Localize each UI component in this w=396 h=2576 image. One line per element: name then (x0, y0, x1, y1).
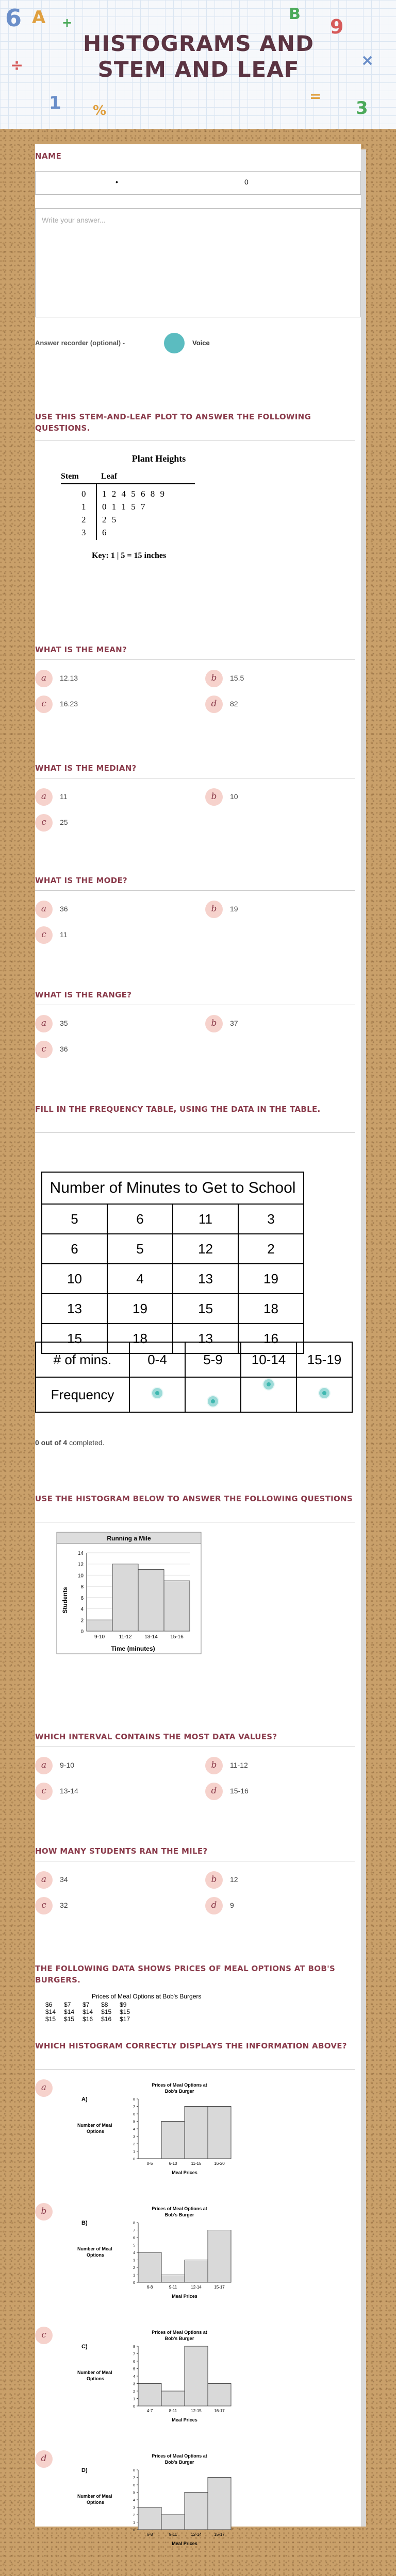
meal-histogram-ylabel: Options (87, 2129, 104, 2134)
y-tick-label: 2 (133, 2266, 135, 2270)
x-axis-label: Time (minutes) (111, 1645, 155, 1652)
option-letter: a (35, 2079, 53, 2097)
option-letter: b (205, 1015, 223, 1032)
mean-question: WHAT IS THE MEAN? (35, 645, 127, 654)
meal-price-cell: $15 (120, 2008, 130, 2015)
option-letter: a (35, 901, 53, 918)
option-letter: a (35, 1757, 53, 1774)
option-text: 25 (60, 818, 68, 826)
meal-prices-table (45, 2001, 138, 2023)
histogram-bar (138, 2252, 161, 2282)
y-tick-label: 1 (133, 2521, 135, 2525)
option-text: 11-12 (230, 1761, 248, 1769)
meal-price-cell: $15 (64, 2015, 75, 2023)
leaf-header: Leaf (101, 472, 118, 481)
y-tick-label: 4 (133, 2499, 135, 2502)
voice-label: Voice (192, 339, 210, 347)
progress-suffix: completed. (67, 1438, 105, 1447)
option-text: 35 (60, 1019, 68, 1027)
option-letter: a (35, 788, 53, 806)
meal-histogram-title: Bob's Burger (164, 2089, 194, 2094)
y-tick-label: 8 (133, 2469, 135, 2472)
x-tick-label: 15-17 (214, 2532, 225, 2537)
students-question: HOW MANY STUDENTS RAN THE MILE? (35, 1846, 208, 1856)
x-tick-label: 15-16 (170, 1634, 184, 1640)
option-letter: d (205, 1897, 223, 1914)
y-tick-label: 3 (133, 2259, 135, 2263)
freq-input-0-4[interactable] (129, 1377, 185, 1412)
meal-price-cell: $6 (45, 2001, 53, 2008)
meal-histogram (77, 2330, 231, 2422)
y-tick-label: 2 (133, 2390, 135, 2394)
stem-leaf-rule (96, 483, 97, 540)
name-field-left: • (116, 178, 118, 186)
number-doodle: 9 (330, 15, 344, 38)
name-label: NAME (35, 151, 62, 161)
minutes-row (42, 1234, 304, 1264)
minutes-cell: 12 (173, 1234, 238, 1264)
meal-histogram-options (66, 2076, 344, 2576)
y-tick-label: 8 (133, 2098, 135, 2102)
meal-price-cell: $14 (45, 2008, 56, 2015)
option-letter: a (35, 670, 53, 687)
option-text: 37 (230, 1019, 238, 1027)
meal-histogram-title: Prices of Meal Options at (152, 2453, 207, 2459)
minutes-table-body (42, 1204, 304, 1353)
meal-histogram-ylabel: Options (87, 2376, 104, 2381)
meal-price-cell: $17 (120, 2015, 130, 2023)
divider (35, 1132, 355, 1133)
minutes-table-title: Number of Minutes to Get to School (42, 1172, 304, 1204)
y-tick-label: 4 (80, 1606, 84, 1613)
divider (35, 2069, 355, 2070)
histogram-bar (185, 2346, 208, 2406)
number-doodle: 6 (5, 4, 22, 32)
stem-value: 0 (81, 489, 86, 499)
voice-record-button[interactable] (164, 333, 185, 353)
option-letter: c (35, 926, 53, 944)
stem-leaf-plot (61, 453, 236, 560)
running-mile-histogram (45, 1528, 205, 1657)
meal-histogram-xlabel: Meal Prices (172, 2294, 197, 2299)
meal-histogram-xlabel: Meal Prices (172, 2417, 197, 2422)
meal-histogram-ylabel: Number of Meal (77, 2370, 112, 2375)
minutes-cell: 5 (107, 1234, 173, 1264)
meal-histogram-ylabel: Options (87, 2252, 104, 2258)
option-text: 16.23 (60, 700, 78, 708)
x-tick-label: 11-12 (119, 1634, 132, 1640)
answer-placeholder: Write your answer... (42, 216, 106, 224)
y-tick-label: 2 (80, 1618, 84, 1624)
header-banner (0, 0, 396, 129)
option-letter: a (35, 1871, 53, 1889)
meal-histogram (77, 2453, 231, 2546)
median-question: WHAT IS THE MEDIAN? (35, 764, 137, 773)
freq-bin: 5-9 (185, 1342, 241, 1377)
x-tick-label: 6-10 (169, 2161, 177, 2166)
y-tick-label: 6 (133, 2360, 135, 2364)
input-hotspot-icon[interactable] (207, 1395, 219, 1408)
y-tick-label: 12 (77, 1562, 84, 1568)
option-text: 9 (230, 1901, 234, 1909)
meal-histogram-ylabel: Number of Meal (77, 2123, 112, 2128)
meal-histogram-title: Bob's Burger (164, 2460, 194, 2465)
minutes-cell: 5 (42, 1204, 107, 1234)
y-tick-label: 8 (80, 1584, 84, 1590)
letter-doodle: A (32, 7, 46, 28)
histogram-bar (161, 2515, 185, 2530)
minutes-row (42, 1294, 304, 1324)
minutes-row (42, 1264, 304, 1294)
minutes-table (41, 1172, 304, 1354)
card-shadow (361, 149, 366, 2527)
meal-prices-row (45, 2001, 138, 2008)
y-tick-label: 4 (133, 2251, 135, 2255)
option-text: 12 (230, 1875, 238, 1884)
input-hotspot-icon[interactable] (151, 1387, 163, 1399)
y-tick-label: 5 (133, 2491, 135, 2495)
histogram-bar (208, 2107, 231, 2159)
meal-prices-row (45, 2015, 138, 2023)
y-tick-label: 1 (133, 2274, 135, 2278)
y-tick-label: 1 (133, 2397, 135, 2401)
freq-input-10-14[interactable] (241, 1377, 296, 1412)
input-hotspot-icon[interactable] (262, 1378, 275, 1391)
which-histogram-question: WHICH HISTOGRAM CORRECTLY DISPLAYS THE INFORMATION ABOVE? (35, 2041, 347, 2050)
minutes-cell: 6 (42, 1234, 107, 1264)
histogram-bar (112, 1564, 138, 1631)
page-title: HISTOGRAMS AND STEM AND LEAF (83, 31, 314, 82)
freq-header-minutes: # of mins. (36, 1342, 129, 1377)
y-tick-label: 8 (133, 2345, 135, 2349)
meal-price-cell: $14 (82, 2008, 93, 2015)
leaf-values: 2 5 (102, 515, 118, 524)
option-letter: b (205, 1757, 223, 1774)
option-letter: c (35, 1783, 53, 1800)
histogram-bar (161, 2391, 185, 2406)
y-tick-label: 7 (133, 2105, 135, 2109)
option-text: 34 (60, 1875, 68, 1884)
option-letter: c (35, 2327, 53, 2344)
freq-header-frequency: Frequency (36, 1377, 129, 1412)
y-tick-label: 7 (133, 2476, 135, 2480)
histogram-bar (185, 2493, 208, 2530)
y-tick-label: 6 (133, 2113, 135, 2116)
minutes-cell: 15 (42, 1324, 107, 1353)
option-text: 15-16 (230, 1787, 249, 1795)
option-letter: b (205, 901, 223, 918)
minutes-cell: 19 (238, 1264, 304, 1294)
histogram-bar (161, 2122, 185, 2159)
option-text: 12.13 (60, 674, 78, 682)
input-hotspot-icon[interactable] (318, 1387, 331, 1399)
y-tick-label: 6 (80, 1595, 84, 1601)
y-tick-label: 0 (133, 2405, 135, 2409)
option-text: 32 (60, 1901, 68, 1909)
minutes-cell: 10 (42, 1264, 107, 1294)
frequency-instructions: FILL IN THE FREQUENCY TABLE, USING THE DATA IN THE TABLE. (35, 1105, 321, 1114)
meal-prices-title: Prices of Meal Options at Bob's Burgers (92, 1993, 202, 2000)
minutes-cell: 13 (173, 1264, 238, 1294)
freq-input-15-19[interactable] (296, 1377, 352, 1412)
y-tick-label: 4 (133, 2375, 135, 2379)
minutes-row (42, 1204, 304, 1234)
meal-histogram-ylabel: Options (87, 2500, 104, 2505)
meal-histogram-ylabel: Number of Meal (77, 2494, 112, 2499)
histogram-bar (185, 2260, 208, 2283)
divider (35, 659, 355, 660)
worksheet-card (35, 144, 361, 2546)
y-tick-label: 14 (77, 1551, 84, 1556)
y-tick-label: 4 (133, 2128, 135, 2131)
option-letter: c (35, 1041, 53, 1058)
stem-leaf-key: Key: 1 | 5 = 15 inches (92, 551, 167, 560)
minutes-cell: 2 (238, 1234, 304, 1264)
meal-price-cell: $14 (64, 2008, 75, 2015)
meal-histogram-title: Bob's Burger (164, 2336, 194, 2341)
number-doodle: 3 (356, 98, 368, 118)
letter-doodle: B (289, 5, 301, 23)
divider (35, 890, 355, 891)
x-tick-label: 8-11 (169, 2409, 177, 2413)
meal-histogram-title: Bob's Burger (164, 2212, 194, 2217)
freq-input-5-9[interactable] (185, 1377, 241, 1412)
meal-price-cell: $16 (82, 2015, 93, 2023)
option-letter: a (35, 1015, 53, 1032)
y-tick-label: 2 (133, 2143, 135, 2146)
y-axis-label: Students (61, 1587, 69, 1614)
minutes-cell: 11 (173, 1204, 238, 1234)
minutes-cell: 6 (107, 1204, 173, 1234)
stem-leaf-rule (61, 483, 195, 484)
leaf-values: 0 1 1 5 7 (102, 502, 147, 512)
meal-price-cell: $9 (120, 2001, 127, 2008)
stem-leaf-title: Plant Heights (131, 453, 186, 464)
y-tick-label: 0 (133, 2529, 135, 2532)
option-letter: d (205, 696, 223, 713)
stem-value: 1 (81, 502, 86, 512)
option-text: 36 (60, 905, 68, 913)
x-tick-label: 9-11 (169, 2285, 177, 2290)
y-tick-label: 0 (133, 2281, 135, 2285)
y-tick-label: 6 (133, 2484, 135, 2487)
x-tick-label: 6-8 (146, 2285, 153, 2290)
x-tick-label: 4-7 (146, 2409, 153, 2413)
progress-text (35, 1438, 105, 1447)
stem-value: 3 (81, 528, 86, 537)
meal-price-cell: $7 (64, 2001, 71, 2008)
y-tick-label: 7 (133, 2229, 135, 2233)
option-letter: b (35, 2203, 53, 2221)
x-tick-label: 12-15 (191, 2409, 202, 2413)
y-tick-label: 5 (133, 2120, 135, 2124)
answer-textarea[interactable] (35, 208, 361, 317)
mode-question: WHAT IS THE MODE? (35, 876, 128, 885)
meal-instructions: THE FOLLOWING DATA SHOWS PRICES OF MEAL OPTIONS AT BOB'S BURGERS. (35, 1964, 336, 1985)
name-field-right: 0 (244, 178, 249, 186)
minutes-cell: 18 (107, 1324, 173, 1353)
y-tick-label: 7 (133, 2352, 135, 2357)
option-text: 11 (60, 792, 68, 801)
recorder-label: Answer recorder (optional) - (35, 339, 125, 347)
progress-count: 0 out of 4 (35, 1438, 68, 1447)
x-tick-label: 15-17 (214, 2285, 225, 2290)
x-tick-label: 9-10 (94, 1634, 105, 1640)
stem-header: Stem (61, 472, 79, 481)
meal-histogram-label: A) (81, 2096, 88, 2103)
histogram-instructions: USE THE HISTOGRAM BELOW TO ANSWER THE FOLLOWING QUESTIONS (35, 1494, 353, 1503)
option-letter: c (35, 814, 53, 832)
meal-histogram (77, 2082, 231, 2175)
x-tick-label: 11-15 (191, 2161, 202, 2166)
option-text: 13-14 (60, 1787, 78, 1795)
x-tick-label: 12-14 (191, 2532, 202, 2537)
y-tick-label: 8 (133, 2222, 135, 2225)
math-doodle: + (62, 15, 73, 30)
frequency-table (35, 1342, 353, 1413)
histogram-bar (208, 2478, 231, 2530)
y-tick-label: 5 (133, 2244, 135, 2248)
y-tick-label: 3 (133, 2382, 135, 2386)
number-doodle: 1 (49, 93, 61, 113)
x-tick-label: 12-14 (191, 2285, 202, 2290)
meal-price-cell: $16 (101, 2015, 112, 2023)
minutes-cell: 13 (42, 1294, 107, 1324)
x-tick-label: 13-14 (144, 1634, 158, 1640)
x-tick-label: 0-5 (146, 2161, 153, 2166)
freq-bin: 15-19 (296, 1342, 352, 1377)
meal-histogram-title: Prices of Meal Options at (152, 2206, 207, 2211)
stem-leaf-instructions: USE THIS STEM-AND-LEAF PLOT TO ANSWER THE FOLLOWING QUESTIONS. (35, 412, 311, 433)
option-letter: d (205, 1783, 223, 1800)
option-text: 9-10 (60, 1761, 75, 1769)
option-text: 82 (230, 700, 238, 708)
math-doodle: × (361, 52, 374, 70)
meal-histogram-label: D) (81, 2467, 88, 2473)
meal-price-cell: $15 (101, 2008, 112, 2015)
meal-histogram-ylabel: Number of Meal (77, 2246, 112, 2251)
option-text: 11 (60, 930, 68, 939)
option-text: 15.5 (230, 674, 244, 682)
math-doodle: = (309, 88, 322, 105)
option-letter: c (35, 696, 53, 713)
freq-bin: 0-4 (129, 1342, 185, 1377)
histogram-bar (138, 2507, 161, 2530)
meal-histogram (77, 2206, 231, 2299)
histogram-bar (87, 1620, 112, 1631)
histogram-bar (185, 2107, 208, 2159)
meal-histogram-label: C) (81, 2344, 88, 2350)
minutes-cell: 15 (173, 1294, 238, 1324)
meal-histogram-xlabel: Meal Prices (172, 2541, 197, 2546)
y-tick-label: 0 (80, 1629, 84, 1635)
y-tick-label: 0 (133, 2158, 135, 2161)
meal-histogram-label: B) (81, 2220, 88, 2226)
option-letter: b (205, 788, 223, 806)
meal-histogram-title: Prices of Meal Options at (152, 2082, 207, 2088)
meal-price-cell: $15 (45, 2015, 56, 2023)
option-letter: c (35, 1897, 53, 1914)
y-tick-label: 10 (77, 1573, 84, 1579)
y-tick-label: 2 (133, 2514, 135, 2517)
meal-histogram-title: Prices of Meal Options at (152, 2330, 207, 2335)
meal-price-cell: $7 (82, 2001, 90, 2008)
chart-title: Running a Mile (107, 1535, 151, 1542)
minutes-cell: 3 (238, 1204, 304, 1234)
minutes-cell: 4 (107, 1264, 173, 1294)
y-tick-label: 5 (133, 2367, 135, 2371)
option-text: 19 (230, 905, 238, 913)
minutes-cell: 13 (173, 1324, 238, 1353)
histogram-bar (161, 2275, 185, 2283)
y-tick-label: 1 (133, 2150, 135, 2154)
option-letter: b (205, 1871, 223, 1889)
minutes-cell: 18 (238, 1294, 304, 1324)
math-doodle: ÷ (10, 57, 24, 75)
x-tick-label: 6-8 (146, 2532, 153, 2537)
option-letter: b (205, 670, 223, 687)
meal-prices-row (45, 2008, 138, 2015)
stem-value: 2 (81, 515, 86, 524)
freq-bin: 10-14 (241, 1342, 296, 1377)
histogram-bar (138, 1570, 164, 1631)
y-tick-label: 6 (133, 2236, 135, 2240)
histogram-bar (208, 2230, 231, 2283)
minutes-cell: 19 (107, 1294, 173, 1324)
name-field[interactable] (35, 171, 361, 195)
meal-price-cell: $8 (101, 2001, 108, 2008)
interval-question: WHICH INTERVAL CONTAINS THE MOST DATA VALUES? (35, 1732, 277, 1741)
x-tick-label: 9-11 (169, 2532, 177, 2537)
histogram-bar (208, 2384, 231, 2406)
histogram-bar (164, 1581, 190, 1631)
math-doodle: % (93, 103, 107, 118)
x-tick-label: 16-17 (214, 2409, 225, 2413)
option-text: 10 (230, 792, 238, 801)
minutes-cell: 16 (238, 1324, 304, 1353)
range-question: WHAT IS THE RANGE? (35, 990, 132, 999)
y-tick-label: 3 (133, 2506, 135, 2510)
y-tick-label: 3 (133, 2135, 135, 2139)
option-letter: d (35, 2450, 53, 2468)
leaf-values: 1 2 4 5 6 8 9 (102, 489, 166, 499)
histogram-bar (138, 2384, 161, 2406)
leaf-values: 6 (102, 528, 108, 537)
option-text: 36 (60, 1045, 68, 1053)
meal-histogram-xlabel: Meal Prices (172, 2170, 197, 2175)
x-tick-label: 16-20 (214, 2161, 225, 2166)
meal-prices-body (45, 2001, 138, 2023)
